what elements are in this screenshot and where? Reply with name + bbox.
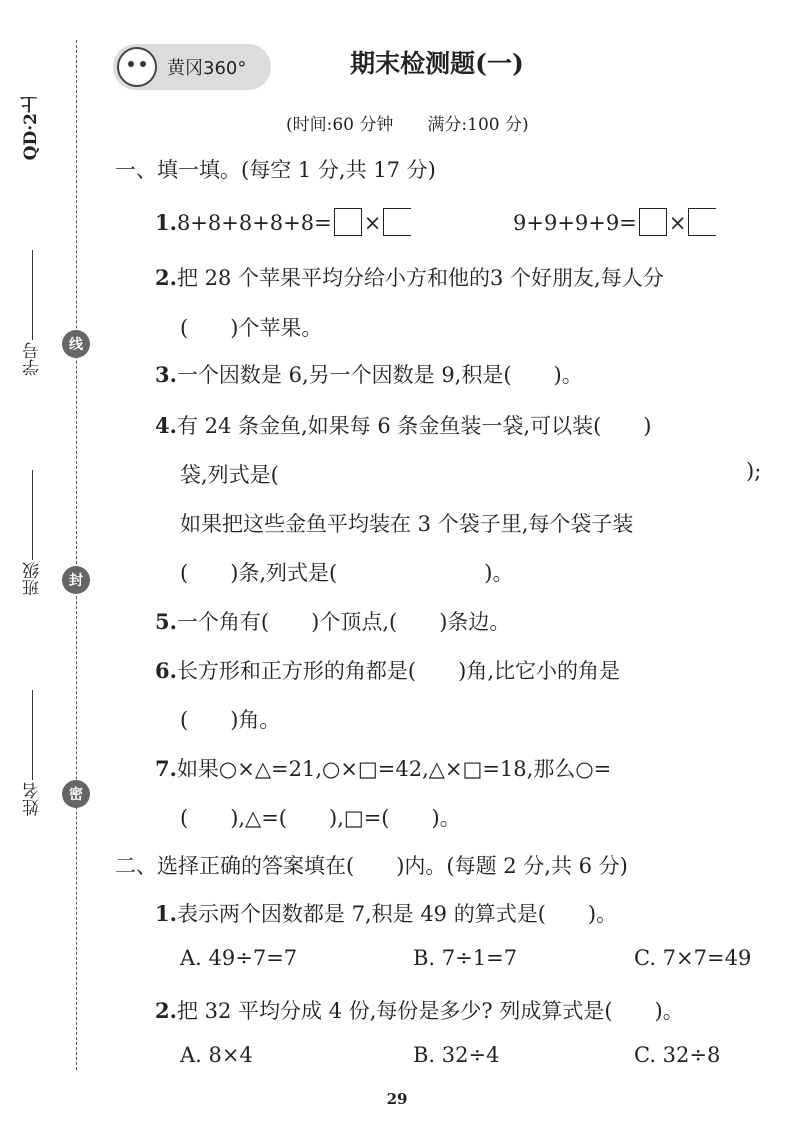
question-1-4[interactable]: 4.有 24 条金鱼,如果每 6 条金鱼装一袋,可以装( ) bbox=[155, 413, 652, 438]
cut-line bbox=[76, 40, 77, 1070]
question-1-7: 7.如果○×△=21,○×□=42,△×□=18,那么○= bbox=[155, 756, 612, 781]
seal-mark-seal: 封 bbox=[62, 566, 90, 594]
seal-mark-line: 线 bbox=[62, 330, 90, 358]
page-title: 期末检测题(一) bbox=[350, 49, 524, 78]
question-1-1b: 9+9+9+9= × bbox=[513, 208, 718, 236]
question-1-4-cont-d[interactable]: ( )条,列式是( )。 bbox=[180, 561, 514, 585]
answer-box[interactable] bbox=[383, 208, 411, 236]
logo-text: 黄冈360° bbox=[167, 58, 247, 79]
class-field[interactable] bbox=[20, 470, 45, 596]
option-a[interactable]: A. 49÷7=7 bbox=[180, 946, 298, 970]
class-label: 班级 bbox=[23, 562, 43, 596]
option-b[interactable]: B. 7÷1=7 bbox=[413, 946, 518, 970]
student-number-field[interactable] bbox=[20, 250, 45, 376]
answer-box[interactable] bbox=[334, 208, 362, 236]
answer-box[interactable] bbox=[688, 208, 716, 236]
question-1-1: 1.8+8+8+8+8= × bbox=[155, 208, 413, 236]
question-2-2[interactable]: 2.把 32 平均分成 4 份,每份是多少? 列成算式是( )。 bbox=[155, 998, 684, 1023]
question-1-4-cont-b: ); bbox=[746, 459, 762, 483]
name-field[interactable] bbox=[20, 690, 45, 816]
name-label: 姓名 bbox=[23, 782, 43, 816]
question-1-6[interactable]: 6.长方形和正方形的角都是( )角,比它小的角是 bbox=[155, 658, 620, 683]
question-1-2-cont[interactable]: ( )个苹果。 bbox=[180, 316, 323, 340]
question-1-6-cont[interactable]: ( )角。 bbox=[180, 708, 281, 732]
option-b[interactable]: B. 32÷4 bbox=[413, 1043, 500, 1067]
book-code: QD·2上 bbox=[21, 96, 41, 161]
seal-mark-secret: 密 bbox=[62, 780, 90, 808]
page-number: 29 bbox=[386, 1090, 408, 1108]
question-1-4-cont-c: 如果把这些金鱼平均装在 3 个袋子里,每个袋子装 bbox=[180, 512, 634, 536]
exam-info: (时间:60 分钟 满分:100 分) bbox=[286, 115, 529, 135]
option-c[interactable]: C. 7×7=49 bbox=[634, 946, 752, 970]
answer-box[interactable] bbox=[639, 208, 667, 236]
binding-strip bbox=[0, 0, 100, 1124]
question-1-2: 2.把 28 个苹果平均分给小方和他的3 个好朋友,每人分 bbox=[155, 265, 664, 290]
section-1-title: 一、填一填。(每空 1 分,共 17 分) bbox=[115, 158, 436, 182]
section-2-title: 二、选择正确的答案填在( )内。(每题 2 分,共 6 分) bbox=[115, 854, 628, 878]
option-c[interactable]: C. 32÷8 bbox=[634, 1043, 721, 1067]
question-1-3[interactable]: 3.一个因数是 6,另一个因数是 9,积是( )。 bbox=[155, 362, 583, 387]
student-number-label: 学号 bbox=[23, 342, 43, 376]
question-2-1[interactable]: 1.表示两个因数都是 7,积是 49 的算式是( )。 bbox=[155, 901, 618, 926]
option-a[interactable]: A. 8×4 bbox=[180, 1043, 253, 1067]
question-1-5[interactable]: 5.一个角有( )个顶点,( )条边。 bbox=[155, 609, 511, 634]
question-1-4-cont-a[interactable]: 袋,列式是( bbox=[180, 463, 279, 487]
question-1-7-cont[interactable]: ( ),△=( ),□=( )。 bbox=[180, 806, 461, 830]
